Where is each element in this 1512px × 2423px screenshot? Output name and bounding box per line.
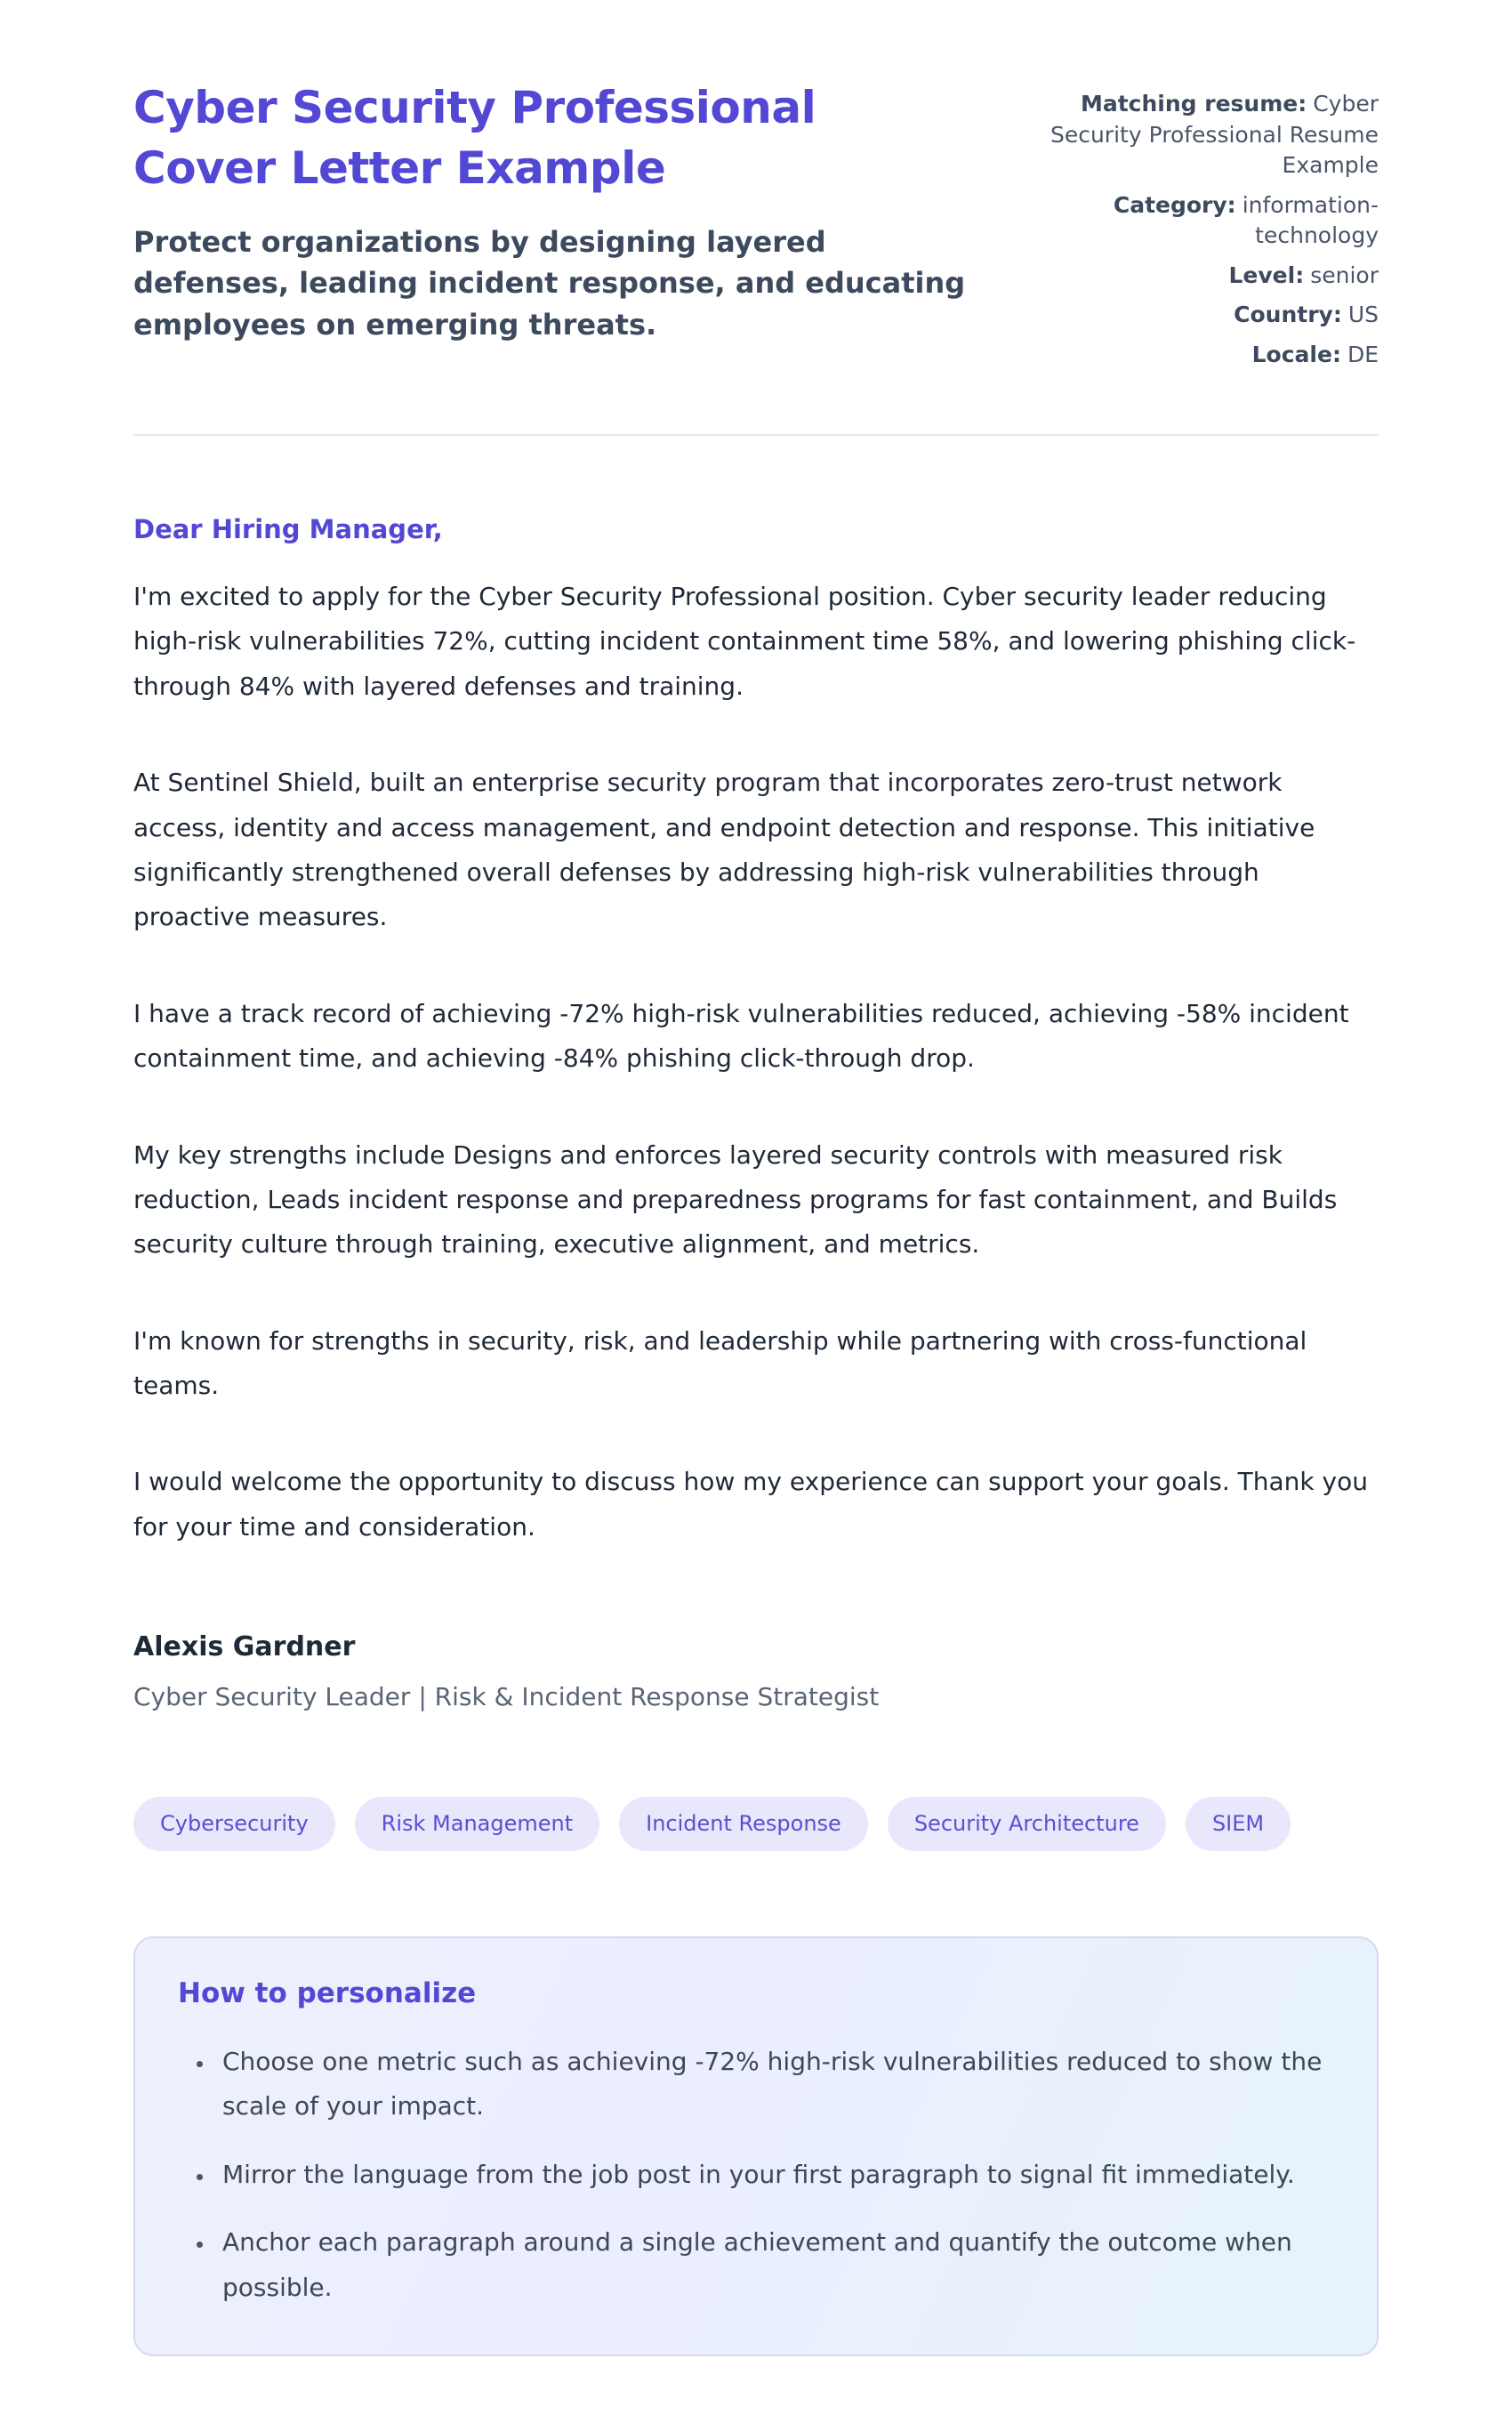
letter-paragraph: I would welcome the opportunity to discuss how my experience can support your goals. Thank you for your time and consideration. xyxy=(133,1467,1368,1542)
meta-row-country xyxy=(1023,300,1379,331)
skill-tag-incident-response[interactable]: Incident Response xyxy=(619,1797,868,1851)
letter-paragraph: I have a track record of achieving -72% high-risk vulnerabilities reduced, achieving -58% incident containment time, and achieving -84% phishing click-through drop. xyxy=(133,998,1349,1074)
meta-row-level xyxy=(1023,261,1379,292)
skill-tag-cybersecurity[interactable]: Cybersecurity xyxy=(133,1797,335,1851)
meta-value: DE xyxy=(1347,341,1379,367)
skill-tag-siem[interactable]: SIEM xyxy=(1186,1797,1291,1851)
personalize-list xyxy=(178,2040,1334,2310)
letter-paragraph: At Sentinel Shield, built an enterprise security program that incorporates zero-trust network access, identity and access management, and endpoint detection and response. This initiative significantly strengthened overall defenses by addressing high-risk vulnerabilities through proactive measures. xyxy=(133,768,1315,932)
meta-label: Category: xyxy=(1113,191,1236,218)
personalize-tip: • Mirror the language from the job post in your first paragraph to signal fit immediately. xyxy=(215,2153,1334,2197)
page-subtitle: Protect organizations by designing layered defenses, leading incident response, and educating employees on emerging threats. xyxy=(133,225,966,342)
letter-paragraph: I'm excited to apply for the Cyber Security Professional position. Cyber security leader reducing high-risk vulnerabilities 72%, cutting incident containment time 58%, and lowering phishing click-through 84% with layered defenses and training. xyxy=(133,582,1356,701)
meta-label: Locale: xyxy=(1251,341,1341,367)
skill-tags xyxy=(133,1797,1379,1851)
meta-value: US xyxy=(1347,302,1379,327)
skill-tag-risk-management[interactable]: Risk Management xyxy=(355,1797,599,1851)
meta-row-matching-resume xyxy=(1023,89,1379,181)
meta-label: Level: xyxy=(1228,262,1305,288)
cover-letter-body xyxy=(133,436,1379,1711)
header-title-block xyxy=(133,78,969,379)
meta-value: information-technology xyxy=(1242,191,1379,248)
salutation: Dear Hiring Manager, xyxy=(133,514,443,544)
meta-row-locale xyxy=(1023,340,1379,371)
signature-name: Alexis Gardner xyxy=(133,1631,356,1663)
meta-label: Country: xyxy=(1234,302,1342,327)
page-title: Cyber Security Professional Cover Letter Example xyxy=(133,82,816,194)
meta-value: Cyber Security Professional Resume Example xyxy=(1050,91,1379,178)
resume-meta xyxy=(1023,78,1379,379)
cover-letter-page xyxy=(133,0,1379,2356)
letter-paragraph: My key strengths include Designs and enforces layered security controls with measured risk reduction, Leads incident response and preparedness programs for fast containment, and Builds security culture through training, executive alignment, and metrics. xyxy=(133,1139,1338,1260)
personalize-tip: • Anchor each paragraph around a single achievement and quantify the outcome when possible. xyxy=(215,2220,1334,2310)
meta-label: Matching resume: xyxy=(1080,91,1307,117)
page-header xyxy=(133,78,1379,379)
meta-value: senior xyxy=(1310,262,1379,288)
skill-tag-security-architecture[interactable]: Security Architecture xyxy=(888,1797,1166,1851)
meta-row-category xyxy=(1023,190,1379,252)
letter-paragraph: I'm known for strengths in security, risk, and leadership while partnering with cross-functional teams. xyxy=(133,1325,1307,1401)
personalize-callout xyxy=(133,1936,1379,2356)
personalize-tip: • Choose one metric such as achieving -72% high-risk vulnerabilities reduced to show the scale of your impact. xyxy=(215,2040,1334,2129)
personalize-title: How to personalize xyxy=(178,1977,477,2010)
signature-role: Cyber Security Leader | Risk & Incident Response Strategist xyxy=(133,1682,880,1712)
